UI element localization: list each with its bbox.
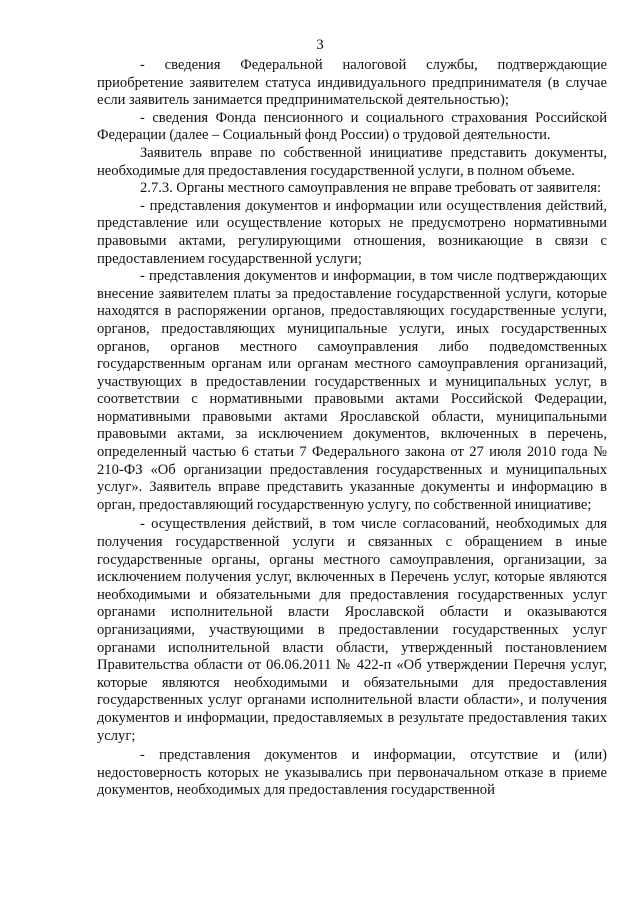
paragraph-documents-in-possession: - представления документов и информации, в том числе подтверждающих внесение заявителем платы за предоставление государственной услуги, которые находятся в распоряжении органов, предоставляющих государственные услуги, органов, предоставляющих муниципальные услуги, иных государственных органов, органов местного самоуправления либо подведомственных государственным органам или органам местного самоуправления организаций, участвующих в предоставлении государственных и муниципальных услуг, в соответствии с нормативными правовыми актами Российской Федерации, нормативными правовыми актами Ярославской области, муниципальными правовыми актами, за исключением документов, включенных в перечень, определенный частью 6 статьи 7 Федерального закона от 27 июля 2010 года № 210-ФЗ «Об организации предоставления государственных и муниципальных услуг». Заявитель вправе представить указанные документы и информацию в орган, предоставляющий государственную услугу, по собственной инициативе;: [97, 268, 607, 513]
paragraph-documents-not-required: - представления документов и информации или осуществления действий, представление или осуществление которых не предусмотрено нормативными правовыми актами, регулирующими отношения, возникающие в связи с предоставлением государственной услуги;: [97, 197, 607, 267]
paragraph-tax-service-info: - сведения Федеральной налоговой службы, подтверждающие приобретение заявителем статуса индивидуального предпринимателя (в случае если заявитель занимается предпринимательской деятельностью);: [97, 57, 607, 109]
paragraph-initial-refusal: - представления документов и информации, отсутствие и (или) недостоверность которых не указывались при первоначальном отказе в приеме документов, необходимых для предоставления государственной: [97, 747, 607, 799]
paragraph-own-initiative: Заявитель вправе по собственной инициативе представить документы, необходимые для предоставления государственной услуги, в полном объеме.: [97, 144, 607, 179]
document-body: [97, 57, 607, 800]
paragraph-clause-2-7-3: 2.7.3. Органы местного самоуправления не вправе требовать от заявителя:: [140, 180, 602, 197]
paragraph-approvals: - осуществления действий, в том числе согласований, необходимых для получения государственной услуги и связанных с обращением в иные государственные органы, органы местного самоуправления, организации, за исключением получения услуг, включенных в Перечень услуг, которые являются необходимыми и обязательными для предоставления государственных услуг органами исполнительной власти Ярославской области и оказываются организациями, участвующими в предоставлении государственных услуг органами исполнительной власти области, утвержденный постановлением Правительства области от 06.06.2011 № 422-п «Об утверждении Перечня услуг, которые являются необходимыми и обязательными для предоставления государственных услуг органами исполнительной власти области», и получения документов и информации, предоставляемых в результате предоставления таких услуг;: [97, 516, 607, 744]
page-number: 3: [316, 37, 324, 53]
paragraph-social-fund-info: - сведения Фонда пенсионного и социального страхования Российской Федерации (далее – Социальный фонд России) о трудовой деятельности.: [97, 109, 607, 144]
